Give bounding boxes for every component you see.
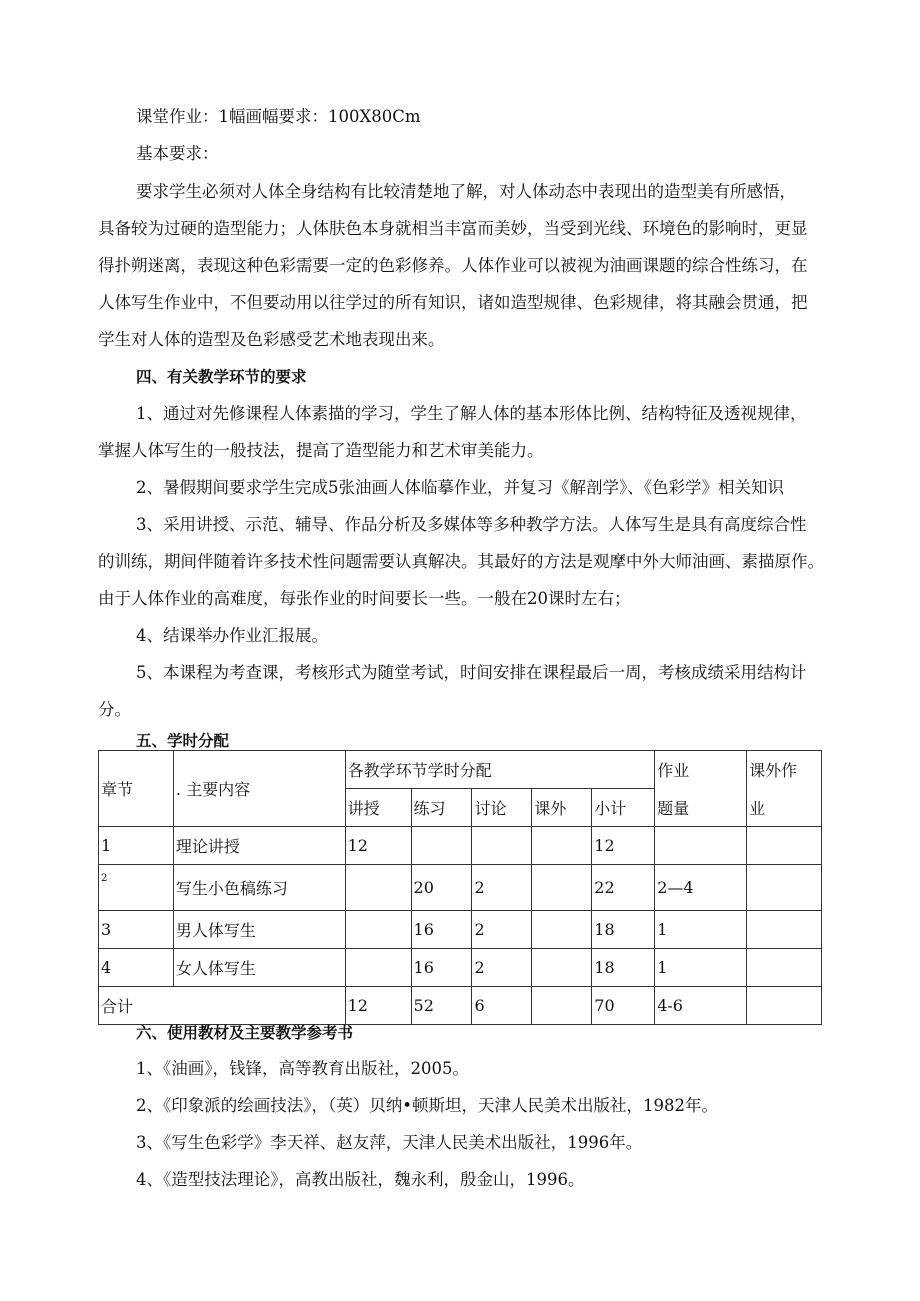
cell [472,827,532,865]
cell: 3 [99,911,174,949]
cell: 合计 [99,987,346,1025]
cell [532,987,592,1025]
cell [747,865,822,911]
cell: 18 [592,911,655,949]
total-row [99,987,822,1025]
reference-item: 2、《印象派的绘画技法》，（英）贝纳•顿斯坦，天津人民美术出版社，1982年。 [136,1096,718,1115]
cell: 22 [592,865,655,911]
cell: 男人体写生 [173,911,345,949]
cell: 12 [345,987,411,1025]
cell: 理论讲授 [173,827,345,865]
table-row [99,827,822,865]
header-allocation: 各教学环节学时分配 [345,751,655,789]
cell: 写生小色稿练习 [173,865,345,911]
table-row [99,949,822,987]
reference-item: 1、《油画》，钱锋，高等教育出版社，2005。 [136,1059,469,1078]
paragraph-line: 要求学生必须对人体全身结构有比较清楚地了解，对人体动态中表现出的造型美有所感悟， [136,182,796,201]
cell: 18 [592,949,655,987]
cell: 20 [411,865,472,911]
cell [345,949,411,987]
cell: 16 [411,949,472,987]
header-homework: 作业 [655,751,747,789]
basic-requirements-label: 基本要求： [136,144,219,163]
paragraph-line: 4、结课举办作业汇报展。 [136,626,328,645]
cell: 12 [592,827,655,865]
paragraph-line: 1、通过对先修课程人体素描的学习，学生了解人体的基本形体比例、结构特征及透视规律， [136,404,807,423]
cell: 1 [655,949,747,987]
paragraph-line: 得扑朔迷离，表现这种色彩需要一定的色彩修养。人体作业可以被视为油画课题的综合性练习，在 [98,256,808,275]
section-4-heading: 四、有关教学环节的要求 [136,368,307,386]
cell: 16 [411,911,472,949]
cell: 12 [345,827,411,865]
cell: 70 [592,987,655,1025]
paragraph-line: 由于人体作业的高难度，每张作业的时间要长一些。一般在20课时左右； [98,589,631,608]
section-5-heading: 五、学时分配 [136,732,230,750]
paragraph-line: 2、暑假期间要求学生完成5张油画人体临摹作业，并复习《解剖学》、《色彩学》相关知识 [136,478,784,497]
assignment-line: 课堂作业：1幅画幅要求：100X80Cm [136,107,421,126]
cell [345,911,411,949]
paragraph-line: 掌握人体写生的一般技法，提高了造型能力和艺术审美能力。 [98,441,544,460]
header-extra: 课外作 [747,751,822,789]
cell [747,987,822,1025]
section-6-heading: 六、使用教材及主要教学参考书 [136,1024,354,1042]
cell: 6 [472,987,532,1025]
cell: 2 [99,865,174,911]
cell [532,911,592,949]
cell: 52 [411,987,472,1025]
cell [532,949,592,987]
cell [747,949,822,987]
header-extra-2: 业 [747,789,822,827]
reference-item: 4、《造型技法理论》，高教出版社，魏永利，殷金山，1996。 [136,1170,585,1189]
paragraph-line: 5、本课程为考查课，考核形式为随堂考试，时间安排在课程最后一周，考核成绩采用结构计 [136,663,807,682]
cell [532,865,592,911]
cell [411,827,472,865]
header-homework-2: 题量 [655,789,747,827]
subheader: 讲授 [345,789,411,827]
paragraph-line: 的训练，期间伴随着许多技术性问题需要认真解决。其最好的方法是观摩中外大师油画、素描原作。 [98,552,824,571]
subheader: 小计 [592,789,655,827]
header-content: . 主要内容 [173,751,345,827]
subheader: 讨论 [472,789,532,827]
cell: 2 [472,949,532,987]
cell: 4-6 [655,987,747,1025]
cell [747,827,822,865]
reference-item: 3、《写生色彩学》李天祥、赵友萍，天津人民美术出版社，1996年。 [136,1133,643,1152]
cell: 女人体写生 [173,949,345,987]
subheader: 练习 [411,789,472,827]
cell [747,911,822,949]
paragraph-line: 具备较为过硬的造型能力；人体肤色本身就相当丰富而美妙，当受到光线、环境色的影响时，更显 [98,219,808,238]
cell [532,827,592,865]
table-row [99,911,822,949]
cell: 2 [472,865,532,911]
paragraph-line: 分。 [98,700,131,719]
cell: 4 [99,949,174,987]
cell [655,827,747,865]
cell [345,865,411,911]
cell: 1 [655,911,747,949]
cell: 2—4 [655,865,747,911]
cell: 1 [99,827,174,865]
paragraph-line: 学生对人体的造型及色彩感受艺术地表现出来。 [98,330,445,349]
hours-table [98,750,822,1025]
table-row [99,865,822,911]
subheader: 课外 [532,789,592,827]
paragraph-line: 3、采用讲授、示范、辅导、作品分析及多媒体等多种教学方法。人体写生是具有高度综合性 [136,515,807,534]
header-chapter: 章节 [99,751,174,827]
paragraph-line: 人体写生作业中，不但要动用以往学过的所有知识，诸如造型规律、色彩规律，将其融会贯通，把 [98,293,808,312]
cell: 2 [472,911,532,949]
